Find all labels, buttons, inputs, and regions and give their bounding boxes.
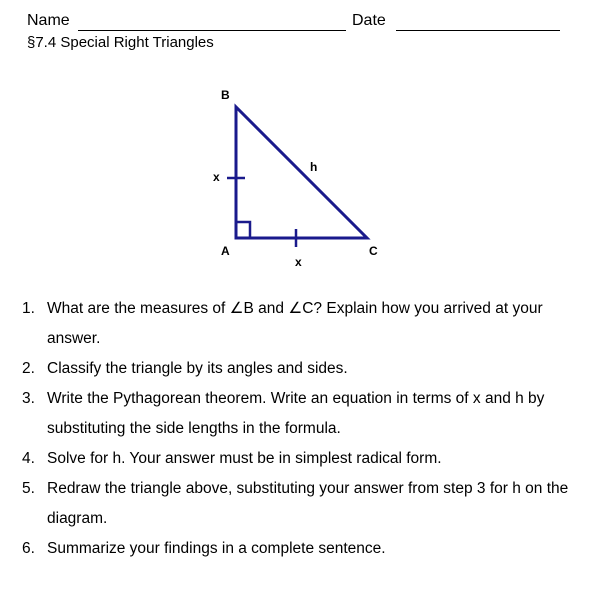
section-title: §7.4 Special Right Triangles [27, 34, 214, 51]
question-item [22, 354, 582, 384]
question-text: Redraw the triangle above, substituting your answer from step 3 for h on the diagram. [47, 480, 569, 527]
question-text: Summarize your findings in a complete sentence. [47, 540, 386, 557]
question-number: 4. [22, 450, 35, 467]
question-list [22, 294, 582, 564]
name-label: Name [27, 12, 70, 29]
vertex-c-label: C [369, 244, 378, 258]
question-number: 2. [22, 360, 35, 377]
question-text: Write the Pythagorean theorem. Write an equation in terms of x and h by substituting the side lengths in the formula. [47, 390, 545, 437]
question-item [22, 474, 582, 534]
question-number: 3. [22, 390, 35, 407]
question-number: 5. [22, 480, 35, 497]
question-text: What are the measures of ∠B and ∠C? Explain how you arrived at your answer. [47, 300, 543, 347]
question-number: 6. [22, 540, 35, 557]
date-label: Date [352, 12, 386, 29]
vertex-a-label: A [221, 244, 230, 258]
question-item [22, 384, 582, 444]
question-text: Classify the triangle by its angles and sides. [47, 360, 348, 377]
question-item [22, 444, 582, 474]
question-text: Solve for h. Your answer must be in simplest radical form. [47, 450, 442, 467]
triangle-diagram [0, 0, 605, 292]
hypotenuse-label: h [310, 160, 318, 174]
side-ab-label: x [213, 170, 220, 184]
question-number: 1. [22, 300, 35, 317]
right-angle-marker [236, 222, 250, 238]
triangle-outline [236, 107, 367, 238]
question-item [22, 294, 582, 354]
side-ac-label: x [295, 255, 302, 269]
vertex-b-label: B [221, 88, 230, 102]
question-item [22, 534, 582, 564]
